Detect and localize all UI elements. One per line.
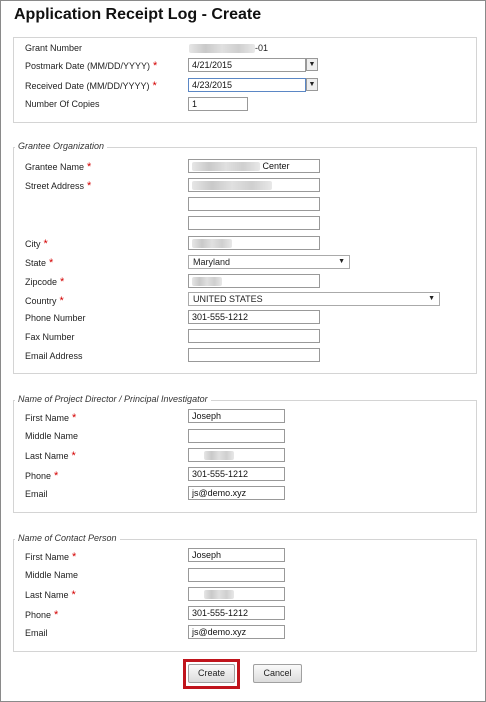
- chevron-down-icon: ▼: [338, 258, 345, 265]
- redacted-text: [192, 162, 260, 171]
- state-label: State *: [25, 257, 54, 269]
- state-select[interactable]: Maryland ▼: [188, 255, 350, 269]
- contact-email-label: Email: [25, 628, 48, 638]
- contact-last-name-input[interactable]: [188, 587, 285, 601]
- fax-number-input[interactable]: [188, 329, 320, 343]
- city-label: City *: [25, 238, 48, 250]
- director-phone-input[interactable]: 301-555-1212: [188, 467, 285, 481]
- received-date-label: Received Date (MM/DD/YYYY) *: [25, 80, 157, 92]
- grantee-name-label: Grantee Name *: [25, 161, 92, 173]
- cancel-button[interactable]: Cancel: [253, 664, 302, 683]
- contact-middle-name-input[interactable]: [188, 568, 285, 582]
- received-date-picker-button[interactable]: ▼: [306, 78, 318, 91]
- redacted-grant-number: [189, 44, 255, 53]
- director-phone-label: Phone *: [25, 470, 59, 482]
- redacted-text: [204, 590, 234, 599]
- grant-number-label: Grant Number: [25, 43, 83, 53]
- fax-number-label: Fax Number: [25, 332, 75, 342]
- redacted-text: [192, 181, 272, 190]
- contact-phone-label: Phone *: [25, 609, 59, 621]
- grantee-name-input[interactable]: Center: [188, 159, 320, 173]
- copies-label: Number Of Copies: [25, 99, 100, 109]
- redacted-text: [192, 239, 232, 248]
- redacted-text: [192, 277, 222, 286]
- street-address-line2-input[interactable]: [188, 197, 320, 211]
- zipcode-input[interactable]: [188, 274, 320, 288]
- director-first-name-input[interactable]: Joseph: [188, 409, 285, 423]
- contact-phone-input[interactable]: 301-555-1212: [188, 606, 285, 620]
- city-input[interactable]: [188, 236, 320, 250]
- create-button[interactable]: Create: [188, 664, 235, 683]
- redacted-text: [204, 451, 234, 460]
- street-address-line1-input[interactable]: [188, 178, 320, 192]
- director-first-name-label: First Name *: [25, 412, 77, 424]
- contact-first-name-label: First Name *: [25, 551, 77, 563]
- postmark-date-input[interactable]: 4/21/2015: [188, 58, 306, 72]
- director-last-name-input[interactable]: [188, 448, 285, 462]
- director-email-label: Email: [25, 489, 48, 499]
- zipcode-label: Zipcode *: [25, 276, 65, 288]
- phone-number-input[interactable]: 301-555-1212: [188, 310, 320, 324]
- contact-last-name-label: Last Name *: [25, 589, 76, 601]
- contact-legend: Name of Contact Person: [15, 533, 120, 543]
- director-middle-name-input[interactable]: [188, 429, 285, 443]
- page-title: Application Receipt Log - Create: [14, 6, 262, 23]
- phone-number-label: Phone Number: [25, 313, 86, 323]
- grant-number-value: -01: [189, 43, 268, 53]
- street-address-line3-input[interactable]: [188, 216, 320, 230]
- email-address-label: Email Address: [25, 351, 83, 361]
- contact-first-name-input[interactable]: Joseph: [188, 548, 285, 562]
- director-email-input[interactable]: js@demo.xyz: [188, 486, 285, 500]
- postmark-date-picker-button[interactable]: ▼: [306, 58, 318, 71]
- copies-input[interactable]: 1: [188, 97, 248, 111]
- contact-email-input[interactable]: js@demo.xyz: [188, 625, 285, 639]
- country-label: Country *: [25, 295, 64, 307]
- email-address-input[interactable]: [188, 348, 320, 362]
- director-middle-name-label: Middle Name: [25, 431, 79, 441]
- director-last-name-label: Last Name *: [25, 450, 76, 462]
- director-legend: Name of Project Director / Principal Investigator: [15, 394, 211, 404]
- postmark-date-label: Postmark Date (MM/DD/YYYY) *: [25, 60, 158, 72]
- received-date-input[interactable]: 4/23/2015: [188, 78, 306, 92]
- contact-middle-name-label: Middle Name: [25, 570, 79, 580]
- country-select[interactable]: UNITED STATES ▼: [188, 292, 440, 306]
- grantee-legend: Grantee Organization: [15, 141, 107, 151]
- street-address-label: Street Address *: [25, 180, 92, 192]
- chevron-down-icon: ▼: [428, 295, 435, 302]
